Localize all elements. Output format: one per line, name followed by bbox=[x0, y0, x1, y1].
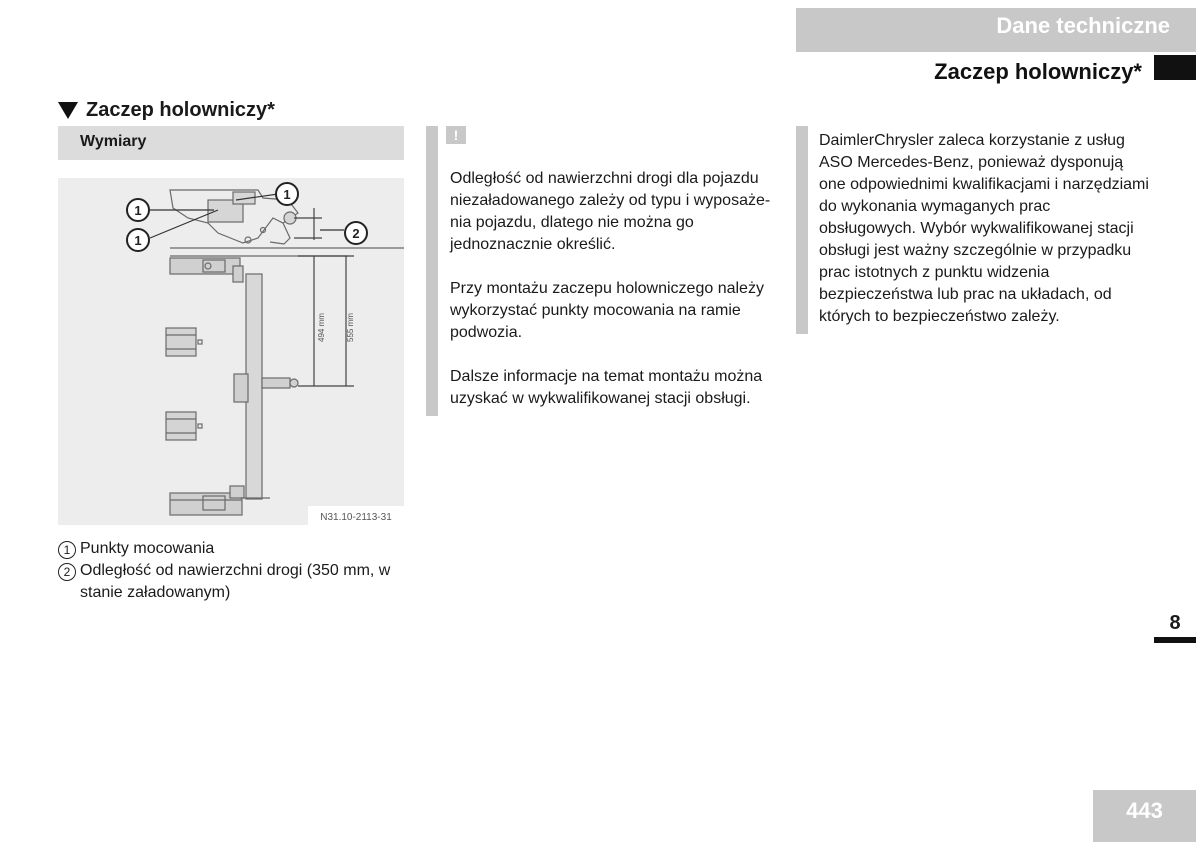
legend-item bbox=[58, 538, 404, 560]
info-paragraph: DaimlerChrysler zaleca korzystanie z usług ASO Mercedes-Benz, ponieważ dysponują one odpowiednimi kwalifikacjami i narzędziami do wykonania wymaganych prac obsługowych. Wybór wykwalifikowanej stacji obsługi jest ważny szczególnie w przypadku prac istotnych z punktu widzenia bezpieczeństwa lub prac na układach, od których to bezpieczeństwo zależy. bbox=[819, 132, 1149, 325]
note-text bbox=[450, 168, 776, 432]
towbar-dimension-diagram bbox=[58, 178, 404, 525]
header-marker-block bbox=[1154, 55, 1196, 80]
section-heading-text: Zaczep holowniczy* bbox=[86, 99, 275, 121]
dimension-label-555: 555 mm bbox=[346, 313, 355, 342]
dimension-label-494: 494 mm bbox=[317, 313, 326, 342]
warning-icon: ! bbox=[446, 126, 466, 144]
callout-number-1c: 1 bbox=[283, 187, 291, 202]
info-side-bar bbox=[796, 126, 808, 334]
legend-item bbox=[58, 560, 404, 604]
info-text bbox=[819, 130, 1149, 350]
page-number: 443 bbox=[1093, 790, 1196, 842]
callout-number-1a: 1 bbox=[134, 203, 142, 218]
legend-text: Odległość od nawierzchni drogi (350 mm, w stanie załadowanym) bbox=[80, 562, 391, 601]
legend-number-circle: 2 bbox=[58, 563, 76, 581]
info-note bbox=[796, 126, 1149, 334]
triangle-down-icon bbox=[58, 102, 78, 119]
legend-text: Punkty mocowania bbox=[80, 540, 215, 557]
note-paragraph: Przy montażu zaczepu holowniczego należy wykorzystać punkty mocowania na ramie podwozia. bbox=[450, 280, 764, 341]
figure-legend bbox=[58, 538, 404, 604]
warning-note bbox=[426, 126, 776, 416]
callout-number-1b: 1 bbox=[134, 233, 142, 248]
figure-code: N31.10-2113-31 bbox=[320, 512, 392, 523]
legend-number-circle: 1 bbox=[58, 541, 76, 559]
header-section-title: Dane techniczne bbox=[796, 8, 1196, 52]
subsection-heading: Wymiary bbox=[58, 126, 404, 160]
note-side-bar bbox=[426, 126, 438, 416]
section-heading bbox=[58, 96, 275, 124]
chapter-tab: 8 bbox=[1154, 607, 1196, 643]
note-paragraph: Odległość od nawierzchni drogi dla pojazdu niezaładowanego zależy od typu i wyposażenia pojazdu, dlatego nie można go jednoznacznie określić. bbox=[450, 170, 771, 253]
header-topic-title: Zaczep holowniczy* bbox=[934, 59, 1142, 84]
callout-number-2: 2 bbox=[352, 226, 360, 241]
note-paragraph: Dalsze informacje na temat montażu można uzyskać w wykwalifikowanej stacji obsługi. bbox=[450, 368, 763, 407]
